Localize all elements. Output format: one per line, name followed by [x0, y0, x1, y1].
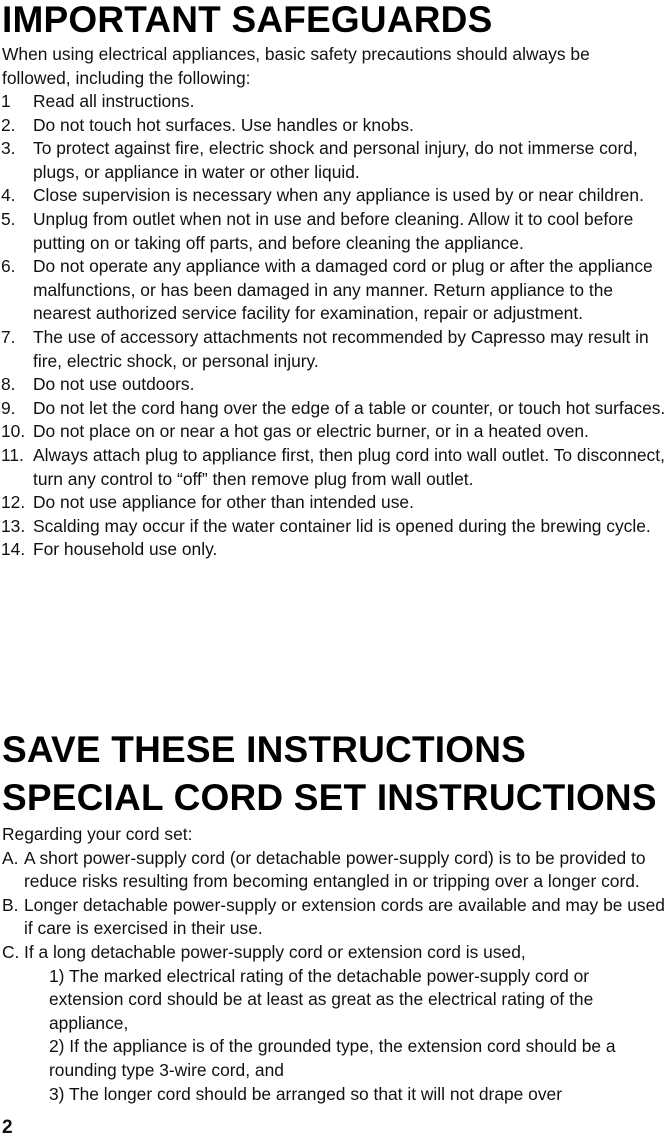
list-item: [0, 444, 670, 491]
item-number: 7.: [1, 326, 16, 347]
list-item: [0, 515, 670, 539]
item-text: Close supervision is necessary when any appliance is used by or near children.: [33, 185, 644, 206]
subitem: 2) If the appliance is of the grounded type, the extension cord should be a rounding type 3-wire cord, and: [49, 1036, 616, 1080]
item-text: Do not let the cord hang over the edge of a table or counter, or touch hot surfaces.: [33, 397, 666, 418]
intro-text: When using electrical appliances, basic safety precautions should always be followed, including the following:: [2, 44, 590, 88]
item-number: 4.: [1, 185, 16, 206]
item-number: 10.: [1, 421, 26, 442]
item-text: A short power-supply cord (or detachable power-supply cord) is to be provided to reduce risks resulting from becoming entangled in or tripping over a longer cord.: [24, 847, 646, 892]
item-text: For household use only.: [33, 539, 218, 560]
item-number: 12.: [1, 492, 26, 513]
list-item: [0, 538, 670, 562]
save-instructions-heading: SAVE THESE INSTRUCTIONS: [2, 729, 527, 770]
cord-items-list: [2, 847, 667, 1107]
item-number: 3.: [1, 138, 16, 159]
cord-subitems-list: [24, 965, 667, 1107]
item-number: 1: [1, 91, 11, 111]
item-number: 8.: [1, 374, 16, 395]
list-item: [0, 137, 670, 184]
list-item: [0, 90, 670, 114]
item-number: 9.: [1, 397, 16, 418]
item-number: 2.: [1, 114, 16, 135]
page-title: IMPORTANT SAFEGUARDS: [2, 0, 493, 40]
item-text: Always attach plug to appliance first, then plug cord into wall outlet. To disconnect, turn any control to “off” then remove plug from wall outlet.: [33, 444, 665, 489]
item-text: To protect against fire, electric shock and personal injury, do not immerse cord, plugs, or appliance in water or other liquid.: [33, 138, 638, 182]
safeguards-list: [0, 90, 670, 562]
list-item: [2, 894, 667, 941]
list-item: [0, 373, 670, 397]
cord-intro: Regarding your cord set:: [2, 824, 193, 844]
list-item: [0, 420, 670, 444]
list-item: [0, 184, 670, 208]
item-text: The use of accessory attachments not recommended by Capresso may result in fire, electric shock, or personal injury.: [33, 326, 649, 371]
list-item: [0, 491, 670, 515]
list-item: [2, 941, 667, 1106]
item-text: Do not use outdoors.: [33, 374, 195, 395]
item-number: 5.: [1, 208, 16, 229]
page-number: 2: [2, 1117, 13, 1138]
item-letter: A.: [2, 847, 19, 868]
cord-set-heading: SPECIAL CORD SET INSTRUCTIONS: [2, 777, 657, 818]
list-item: [0, 397, 670, 421]
list-item: [0, 326, 670, 373]
subitem: 3) The longer cord should be arranged so that it will not drape over: [49, 1083, 563, 1104]
item-text: Scalding may occur if the water container lid is opened during the brewing cycle.: [33, 515, 651, 536]
item-number: 14.: [1, 539, 26, 560]
item-text: Longer detachable power-supply or extension cords are available and may be used if care is exercised in their use.: [24, 894, 665, 939]
item-text: Do not operate any appliance with a damaged cord or plug or after the appliance malfunctions, or has been damaged in any manner. Return appliance to the nearest authorized service facility for examination, repair or adjustment.: [33, 256, 653, 324]
list-item: [0, 208, 670, 255]
item-text: If a long detachable power-supply cord or extension cord is used,: [24, 941, 526, 962]
list-item: [0, 255, 670, 326]
item-number: 6.: [1, 256, 16, 277]
item-text: Do not place on or near a hot gas or electric burner, or in a heated oven.: [33, 421, 589, 442]
cord-set-section: [2, 823, 667, 1106]
item-letter: C.: [2, 941, 20, 962]
intro-paragraph: [2, 43, 662, 90]
item-text: Read all instructions.: [33, 91, 195, 111]
item-letter: B.: [2, 894, 19, 915]
item-text: Do not touch hot surfaces. Use handles or knobs.: [33, 114, 414, 135]
list-item: [2, 847, 667, 894]
item-text: Unplug from outlet when not in use and before cleaning. Allow it to cool before putting on or taking off parts, and before cleaning the appliance.: [33, 208, 634, 253]
item-text: Do not use appliance for other than intended use.: [33, 492, 414, 513]
list-item: [0, 114, 670, 138]
item-number: 11.: [1, 444, 24, 465]
subitem: 1) The marked electrical rating of the detachable power-supply cord or extension cord should be at least as great as the electrical rating of the appliance,: [49, 965, 594, 1033]
item-number: 13.: [1, 515, 26, 536]
